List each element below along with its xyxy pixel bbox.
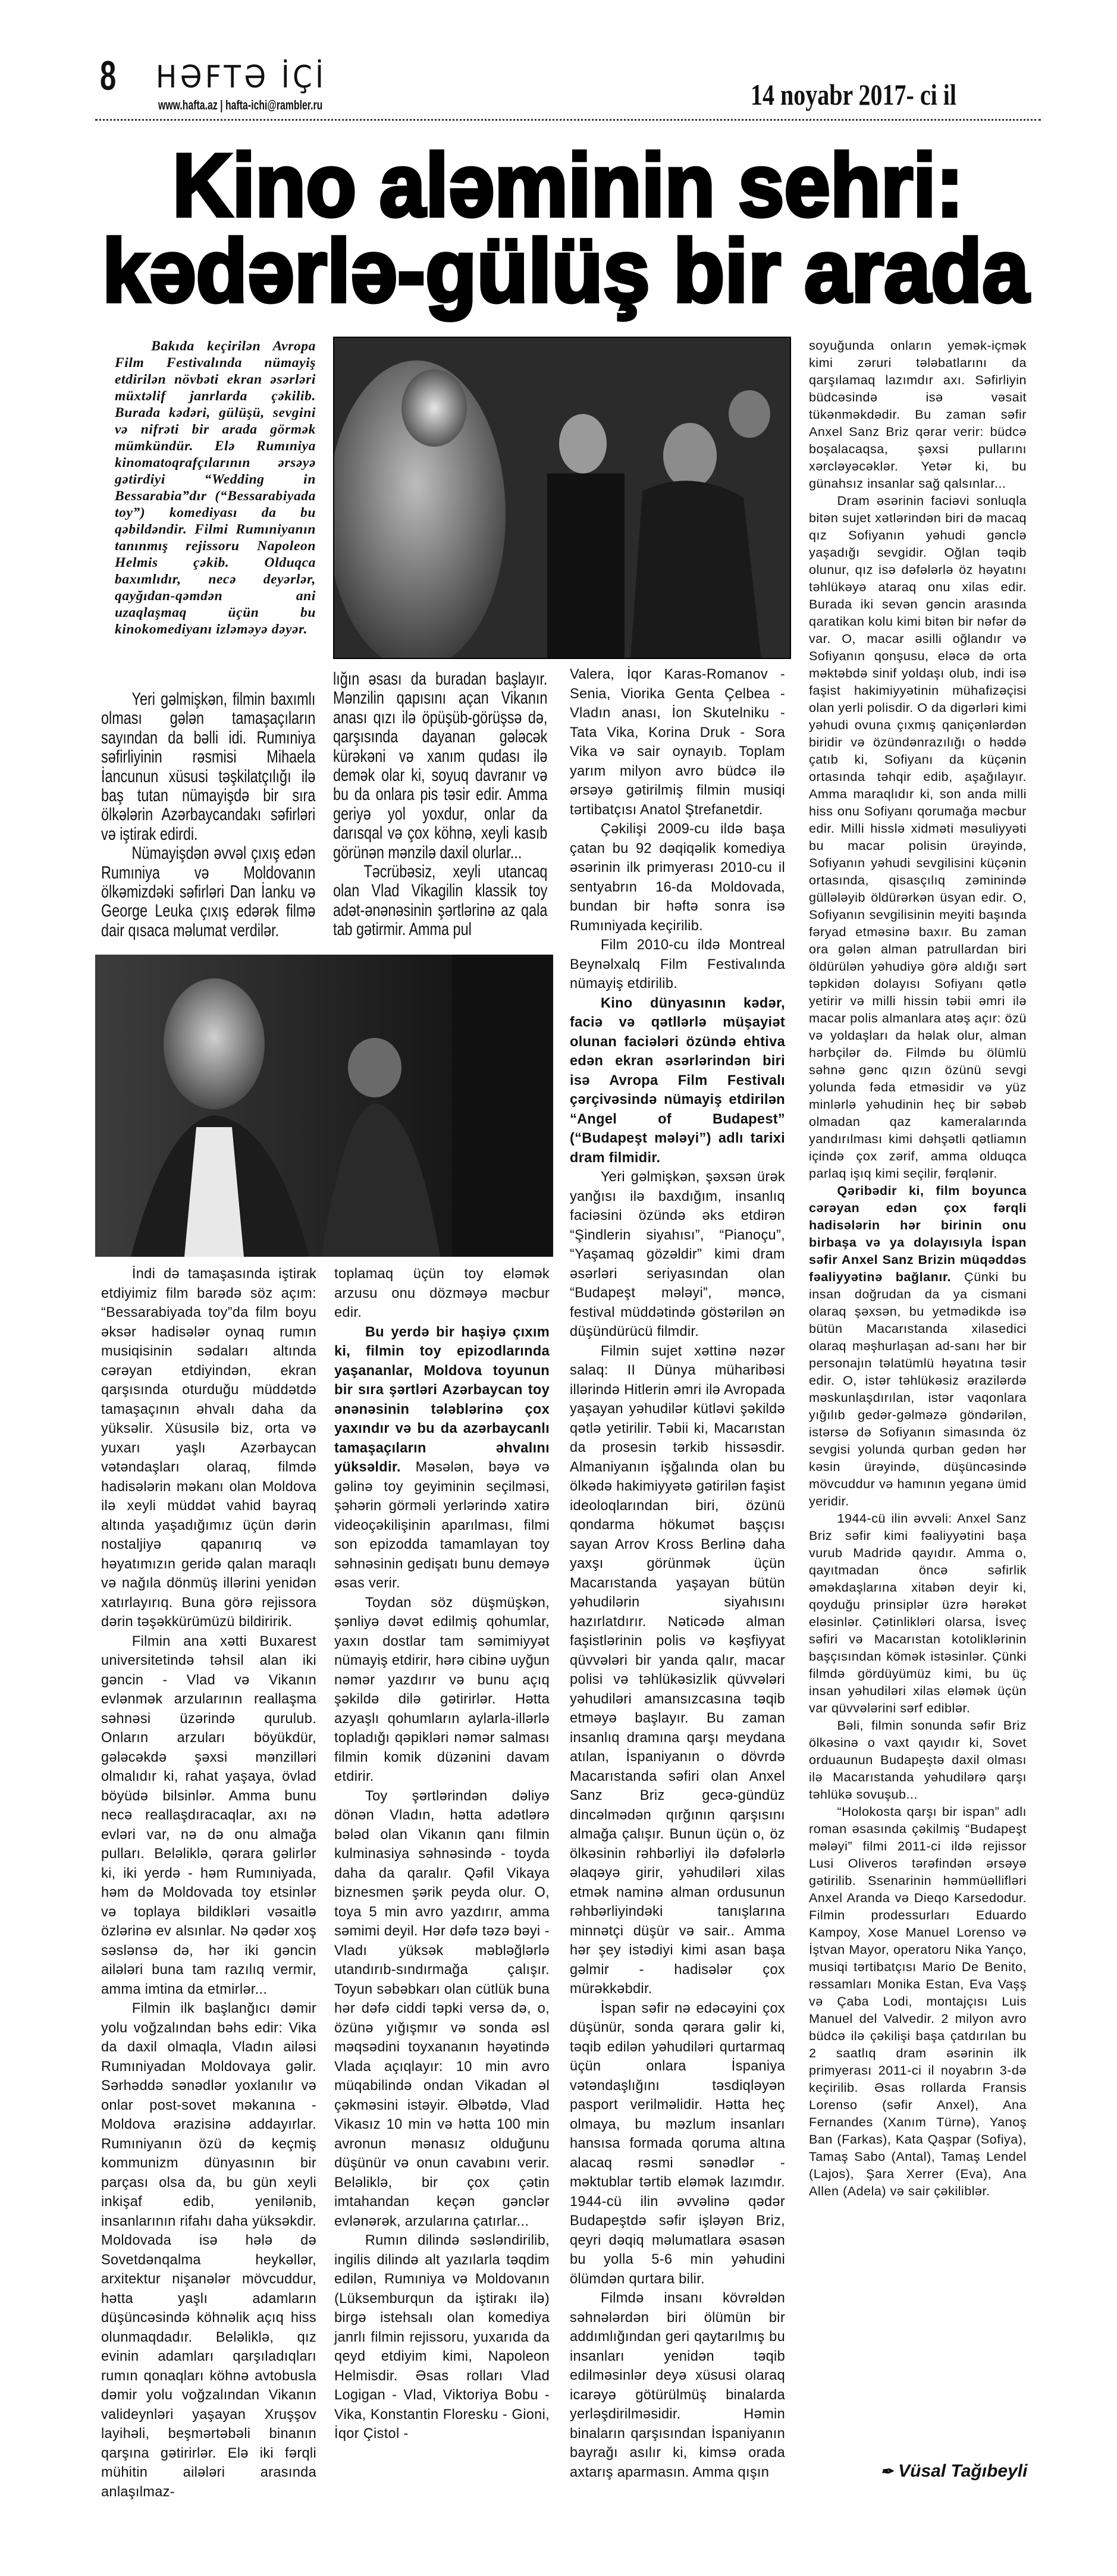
highlighted-text: Bu yerdə bir haşiyə çıxım ki, filmin toy epizodlarında yaşananlar, Moldova toyunun bir sıra şərtləri Azərbaycan toy ənənəsinin tələblərinə çox yaxındır və bu da azərbaycanlı tamaşaçıların əhvalını yüksəldir.	[334, 1324, 550, 1475]
paragraph: toplamaq üçün toy eləmək arzusu onu dözməyə məcbur edir.	[334, 1266, 550, 1320]
pen-icon: ✒	[880, 2462, 893, 2480]
newspaper-masthead: HƏFTƏ İÇİ	[156, 59, 327, 95]
paragraph: Valera, İqor Karas-Romanov - Senia, Viorika Genta Çelbea - Vladın anası, İon Skutelniku - Tata Vika, Korina Druk - Sora Vika və sair oynayıb. Toplam yarım milyon avro büdcə ilə ərsəyə gətirilmiş filmin musiqi tərtibatçısı Anatol Ştrefanetdir.	[570, 667, 785, 818]
paragraph: Filmin ana xətti Buxarest universitetində təhsil alan iki gəncin - Vlad və Vikanın evlənmək arzularının reallaşma səhnəsi üzərində qurulub. Onların arzuları böyükdür, gələcəkdə şəxsi mənzilləri olmalıdır ki, rahat yaşaya, övlad böyüdə bilsinlər. Amma bunu necə reallaşdıracaqlar, axı nə evləri var, nə də onu almağa pulları. Beləliklə, qərara gəlirlər ki, iki yerdə - həm Rumıniyada, həm də Moldovada toy etsinlər və toplaya bildikləri vəsaitlə özlərinə ev alsınlar. Nə qədər xoş səslənsə də, hər iki gəncin ailələri buna tam razılıq vermir, amma imtina da etmirlər...	[101, 1633, 316, 1997]
paragraph: Nümayişdən əvvəl çıxış edən Rumıniya və Moldovanın ölkəmizdəki səfirləri Dan İanku və George Leuka çıxış edərək filmə dair qısaca məlumat verdilər.	[101, 843, 316, 940]
paragraph: İspan səfir nə edəcəyini çox düşünür, sonda qərara gəlir ki, təqib edilən yəhudiləri qurtarmaq üçün onlara İspaniya vətəndaşlığını təsdiqləyən pasport verilməlidir. Hətta heç olmaya, bu məzlum insanları hansısa formada qoruma altına alacaq rəsmi sənədlər - məktublar tərtib eləmək lazımdır. 1944-cü ilin əvvəlinə qədər Budapeştdə səfir işləyən Briz, qeyri dəqiq məlumatlara əsasən bu yolla 5-6 min yəhudini ölümdən qurtara bilir.	[570, 2000, 785, 2287]
lead-paragraph: Bakıda keçirilən Avropa Film Festivalında nümayiş etdirilən növbəti ekran əsərləri müxtəlif janrlarda çəkilib. Burada kədəri, gülüşü, sevgini və nifrəti bir arada görmək mümkündür. Elə Rumıniya kinomatoqrafçılarının ərsəyə gətirdiyi “Wedding in Bessarabia”dır (“Bessarabiyada toy”) komediyası da bu qəbildəndir. Filmi Rumıniyanın tanınmış rejissoru Napoleon Helmis çəkib. Olduqca baxımlıdır, necə deyərlər, qayğıdan-qəmdən ani uzaqlaşmaq üçün bu kinokomediyanı izləməyə dəyər.	[115, 338, 316, 637]
headline-line-1: Kino aləminin sehri:	[172, 135, 964, 235]
article-lead	[115, 338, 316, 638]
article-headline	[0, 134, 1117, 324]
paragraph: Filmdə insanı kövrəldən səhnələrdən biri ölümün bir addımlığından geri qaytarılmış bu insanları yenidən təqib edilməsinlər deyə xüsusi olaraq icarəyə götürülmüş binalarda yerləşdirilməsidir. Həmin binaların qarşısından İspaniyanın bayrağı asılır ki, kimsə orada axtarış aparmasın. Amma qışın	[570, 2291, 785, 2480]
header-divider	[95, 119, 1041, 121]
paragraph: Rumın dilində səsləndirilib, ingilis dilində alt yazılarla təqdim edilən, Rumıniya və Moldovanın (Lüksemburqun da iştirakı ilə) birgə istehsalı olan komediya janrlı filmin rejissoru, yuxarıda da qeyd etdiyim kimi, Napoleon Helmisdir. Əsas rolları Vlad Logigan - Vlad, Viktoriya Bobu - Vika, Konstantin Floresku - Gioni, İqor Çistol -	[334, 2233, 550, 2442]
column-3	[570, 665, 785, 2482]
column-2-upper	[333, 670, 547, 940]
newspaper-contacts: www.hafta.az | hafta-ichi@rambler.ru	[158, 98, 323, 112]
paragraph: İndi də tamaşasında iştirak etdiyimiz film barədə söz açım: “Bessarabiyada toy”da film boyu əksər hadisələr oynaq rumın musiqisinin sədaları altında cərəyan etdiyindən, ekran qarşısında oturduğu müddətdə tamaşaçının əhvalı daha da yüksəlir. Xüsusilə biz, orta və yuxarı yaşlı Azərbaycan vətəndaşları olaraq, filmdə hadisələrin məkanı olan Moldova ilə xeyli müddət vahid bayraq altında yaşadığımız üçün dərin nostaljiyə qapanırıq və həyatımızın geridə qalan maraqlı və nağıla dönmüş illərini yenidən xatırlayırıq. Buna görə rejissora dərin təşəkkürümüzü bildiririk.	[101, 1266, 316, 1630]
column-1-lower	[101, 1265, 316, 2502]
paragraph: Dram əsərinin faciəvi sonluqla bitən sujet xətlərindən biri də macaq qız Sofiyanın yəhudi gənclə yaşadığı sevgidir. Oğlan təqib olunur, qız isə dəfələrlə öz həyatını təhlükəyə ataraq onu xilas edir. Burada iki sevən gəncin arasında qaratikan kolu kimi bitən bir nəfər də var. O, macar əsilli oğlandır və Sofiyanın qonşusu, eləcə də orta məktəbdə sinif yoldaşı olub, indi isə faşist hakimiyyətinin mühafizəçisi olan yerli polisdir. O da digərləri kimi yəhudi ovuna çıxmış qaniçənlərdən biridir və özündənrazılığı o həddə çatıb ki, Sofiyanı da küçənin ortasında təhqir edib, aşağılayır. Amma maraqlıdır ki, son anda milli hiss onu Sofiyanı qorumağa məcbur edir. Milli hisslə xidməti məsuliyyəti bu macar polisin ürəyində, Sofiyanın yəhudi sevgilisini küçənin ortasında, qisasçılıq zəminində güllələyib öldürərkən üsyan edir. O, Sofiyanın sevgilisinin meyiti başında fəryad etməsinə baxır. Bu zaman ora gələn alman patrullardan biri öldürülən yəhudiyə görə aldığı sərt təpkidən dolayısı Sofiyanı qətlə yetirir və milli hissin təbii əmri ilə macar polis almanlara atəş açır: özü və yoldaşları da həlak olur, alman hərbçilər də. Filmdə bu ölümlü səhnə gənc qızın özünü sevgi yolunda fəda etməsidir və yüz minlərlə yəhudinin heç bir səbəb olmadan qaz kameralarında yandırılması kimi dəhşətli qətliamın içində çox zərif, amma olduqca parlaq işıq kimi seçilir, fərqlənir.	[809, 493, 1027, 1181]
column-4	[809, 337, 1027, 2200]
paragraph: Təcrübəsiz, xeyli utancaq olan Vlad Vikagilin klassik toy adət-ənənəsinin şərtlərinə az qala tab gətirmir. Amma pul	[333, 862, 548, 940]
wedding-scene-image	[333, 337, 791, 659]
paragraph-text: Məsələn, bəyə və gəlinə toy geyiminin seçilməsi, şəhərin görməli yerlərində xatirə videoçəkilişinin aparılması, filmi son epizodda tamamlayan toy səhnəsinin gedişatı bunu deməyə əsas verir.	[334, 1460, 550, 1591]
paragraph: Bəli, filmin sonunda səfir Briz ölkəsinə o vaxt qayıdır ki, Sovet orduaunun Budapeştə daxil olması ilə Macarıstanda yəhudilərə qarşı təhlükə sovuşub...	[809, 1718, 1027, 1802]
paragraph: Toy şərtlərindən dəliyə dönən Vladın, hətta adətlərə bələd olan Vikanın qanı filmin kulminasiya səhnəsində - toyda daha da qaralır. Qəfil Vikaya biznesmen şərik peyda olur. O, toya 5 min avro yazdırır, amma səmimi deyil. Hər dəfə təzə bəyi - Vladı yüksək məbləğlərlə utandırıb-sındırmağa çalışır. Toyun səbəbkarı olan cütlük buna hər dəfə ciddi təpki versə də, o, özünə yığışmır və sonda əsl məqsədini toyxananın həyətində Vlada açıqlayır: 10 min avro müqabilində ondan Vikadan əl çəkməsini istəyir. Əlbətdə, Vlad Vikasız 10 min və hətta 100 min avronun mənasız olduğunu düşünür və onun cavabını verir. Beləliklə, bir çox çətin imtahandan keçən gənclər evlənərək, arzularına çatırlar...	[334, 1788, 550, 2229]
page-number: 8	[100, 52, 117, 99]
paragraph: “Holokosta qarşı bir ispan” adlı roman əsasında çəkilmiş “Budapeşt mələyi” filmi 2011-ci ildə rejissor Lusi Oliveros tərəfindən ərsəyə gətirilib. Ssenarinin həmmüəllifləri Anxel Aranda və Dieqo Karsedodur. Filmin prodessurları Eduardo Kampoy, Xose Manuel Lorenso və İştvan Mayor, operatoru Nika Yanço, musiqi tərtibatçısı Mario De Benito, rəssamları Monika Estan, Eva Vaşş və Çaba Lodi, montajçısı Luis Manuel del Valvedir. 2 milyon avro büdcə ilə çəkilişi başa çatdırılan bu 2 saatlıq dram əsərinin ilk primyerası 2011-ci il noyabrın 3-də keçirilib. Əsas rollarda Fransis Lorenso (səfir Anxel), Ana Fernandes (Xanım Türnə), Yanoş Ban (Farkas), Kata Qaşpar (Sofiya), Tamaş Sabo (Antal), Tamaş Lendel (Lajos), Şara Xerrer (Eva), Ana Allen (Adela) və sair çəkiliblər.	[809, 1804, 1027, 2198]
issue-date: 14 noyabr 2017- ci il	[751, 78, 956, 111]
paragraph: lığın əsası da buradan başlayır. Mənzilin qapısını açan Vikanın anası qızı ilə öpüşüb-görüşsə də, qarşısında dayanan gələcək kürəkəni və xanım qudası ilə demək olar ki, soyuq davranır və bu da onlara pis təsir edir. Amma geriyə yol yoxdur, onlar da darısqal və çox köhnə, xeyli kasıb görünən mənzilə daxil olurlar...	[333, 669, 548, 862]
paragraph	[334, 1323, 550, 1593]
author-byline	[880, 2462, 1027, 2480]
paragraph: 1944-cü ilin əvvəli: Anxel Sanz Briz səfir kimi fəaliyyətini başa vurub Madridə qayıdır. Amma o, qayıtmadan öncə səfirlik əməkdaşlarına xitabən deyir ki, qoyduğu prinsiplər üzrə hərəkət eləsinlər. Çətinlikləri olarsa, İsveç səfiri və Macarıstan kotoliklərinin başçısından kömək istəsinlər. Çünki filmdə gördüyümüz kimi, bu üç insan yəhudiləri xilas eləmək üçün var qüvvələrini sərf ediblər.	[809, 1511, 1027, 1715]
film-still-wedding-photo	[333, 337, 791, 659]
headline-line-2: kədərlə-gülüş bir arada	[102, 221, 1030, 321]
paragraph	[809, 1182, 1027, 1510]
paragraph: Yeri gəlmişkən, şəxsən ürək yanğısı ilə baxdığım, insanlıq faciəsini özündə əks etdirən “Şindlerin siyahısı”, “Pianoçu”, “Yaşamaq gözəldir” kimi dram əsərləri seriyasından olan “Budapeşt mələyi”, məncə, festival müddətində göstərilən ən düşündürücü filmdir.	[570, 1169, 785, 1339]
film-still-portrait-photo	[95, 955, 553, 1257]
paragraph-text: Çünki bu insan doğrudan da ya cismani olaraq şəxsən, bu yetmədikdə isə bütün Macarıstanda xilasedici olaraq məşhurlaşan ad-sanı hər bir personajın təlatümlü həyatına təsir edir. O, istər təhlükəsiz ərazilərdə məskunlaşdırılan, istər vaqonlara yığılıb gedər-gəlməzə göndərilən, istərsə də Sofiyanın simasında öz sevgisi yolunda qurban gedən hər kəsin ürəyində, düşüncəsində mövcuddur və hamının yeganə ümid yeridir.	[809, 1269, 1027, 1508]
column-1-upper	[101, 690, 315, 940]
paragraph: Filmin ilk başlanğıcı dəmir yolu voğzalından bəhs edir: Vika da daxil olmaqla, Vladın ailəsi Rumıniyadan Moldovaya gəlir. Sərhəddə sənədlər yoxlanılır və onlar post-sovet məkanına - Moldova ərazisinə addayırlar. Rumıniyanın özü də keçmiş kommunizm dünyasının bir parçası olsa da, bu gün xeyli inkişaf edib, yenilənib, insanlarının rifahı daha yüksəkdir. Moldovada isə hələ də Sovetdənqalma heykəllər, arxitektur nişanələr mövcuddur, hətta yaşlı adamların düşüncəsində köhnəlik açıq hiss olunmaqdadır. Beləliklə, qız evinin adamları qarşıladıqları rumın qonaqları köhnə avtobusla dəmir yolu voğzalından Vikanın valideynləri yaşayan Xruşşov layihəli, beşmərtəbəli binanın qarşına gətirirlər. Elə iki fərqli mühitin ailələri arasında anlaşılmaz-	[101, 2001, 316, 2500]
portrait-scene-image	[95, 955, 553, 1257]
paragraph: Film 2010-cu ildə Montreal Beynəlxalq Film Festivalında nümayiş etdirilib.	[570, 937, 785, 992]
paragraph: soyuğunda onların yemək-içmək kimi zəruri tələbatlarını da qarşılamaq lazımdır axı. Səfirliyin büdcəsində isə vəsait tükənməkdədir. Bu zaman səfir Anxel Sanz Briz qərar verir: büdcə boşalacaqsa, şəxsi pullarını xərcləyəcəklər. Yetər ki, bu günahsız insanlar sağ qalsınlar...	[809, 338, 1027, 491]
highlighted-text: Qəribədir ki, film boyunca cərəyan edən çox fərqli hadisələrin hər birinin onu birbaşa və ya dolayısıyla İspan səfir Anxel Sanz Brizin müqəddəs fəaliyyətinə bağlanır.	[809, 1183, 1027, 1284]
paragraph: Filmin sujet xəttinə nəzər salaq: II Dünya müharibəsi illərində Hitlerin əmri ilə Avropada yaşayan yəhudilər kütləvi şəkildə qətlə yetirilir. Təbii ki, Macarıstan da prosesin tərkib hissəsdir. Almaniyanın işğalında olan bu ölkədə hakimiyyətə gətirilən faşist ideoloqlarından biri, özünü qondarma hökumət başçısı sayan Arrov Kross Berlinə daha yaxşı görünmək üçün Macarıstanda yaşayan bütün yəhudilərin siyahısını hazırlatdırır. Nəticədə alman faşistlərinin polis və kəşfiyyat qüvvələri bir yanda qalır, macar polisi və təhlükəsizlik qüvvələri yəhudiləri amansızcasına təqib etməyə başlayır. Bu zaman insanlıq dramına qarşı meydana atılan, İspaniyanın o dövrdə Macarıstanda səfiri olan Anxel Sanz Briz gecə-gündüz dincəlmədən qırğının qarşısını almağa çalışır. Bunun üçün o, öz ölkəsinin rəhbərliyi ilə dəfələrlə əlaqəyə girir, yəhudiləri xilas etmək naminə alman ordusunun rəhbərliyindəki tanışlarına minnətçi düşür və sair.. Amma hər şey istədiyi kimi asan başa gəlmir - hadisələr çox mürəkkəbdir.	[570, 1343, 785, 1997]
paragraph: Çəkilişi 2009-cu ildə başa çatan bu 92 dəqiqəlik komediya əsərinin ilk primyerası 2010-cu il sentyabrın 16-da Moldovada, bundan bir həftə sonra isə Rumıniyada keçirilib.	[570, 821, 785, 934]
author-name: Vüsal Tağıbeyli	[898, 2461, 1028, 2481]
paragraph: Yeri gəlmişkən, filmin baxımlı olması gələn tamaşaçıların sayından da bəlli idi. Rumıniya səfirliyinin rəsmisi Mihaela İancunun xüsusi təşkilatçılığı ilə baş tutan nümayişdə bir sıra ölkələrin Azərbaycandakı səfirləri və iştirak edirdi.	[101, 689, 316, 844]
highlighted-paragraph: Kino dünyasının kədər, faciə və qətllərlə müşayiət olunan faciələri özündə ehtiva edən ekran əsərlərindən biri isə Avropa Film Festivalı çərçivəsində nümayiş etdirilən “Angel of Budapest” (“Budapeşt mələyi”) adlı tarixi dram filmidir.	[570, 995, 785, 1166]
paragraph: Toydan söz düşmüşkən, şənliyə dəvət edilmiş qohumlar, yaxın dostlar tam səmimiyyət nümayiş etdirir, hərə cibinə uyğun nəmər yazdırır və bunu açıq şəkildə dilə gətirirlər. Hətta azyaşlı qohumların aylarla-illərlə topladığı qəpikləri nəmər salması filmin komik düzənini davam etdirir.	[334, 1595, 550, 1784]
column-2-lower	[334, 1265, 550, 2444]
